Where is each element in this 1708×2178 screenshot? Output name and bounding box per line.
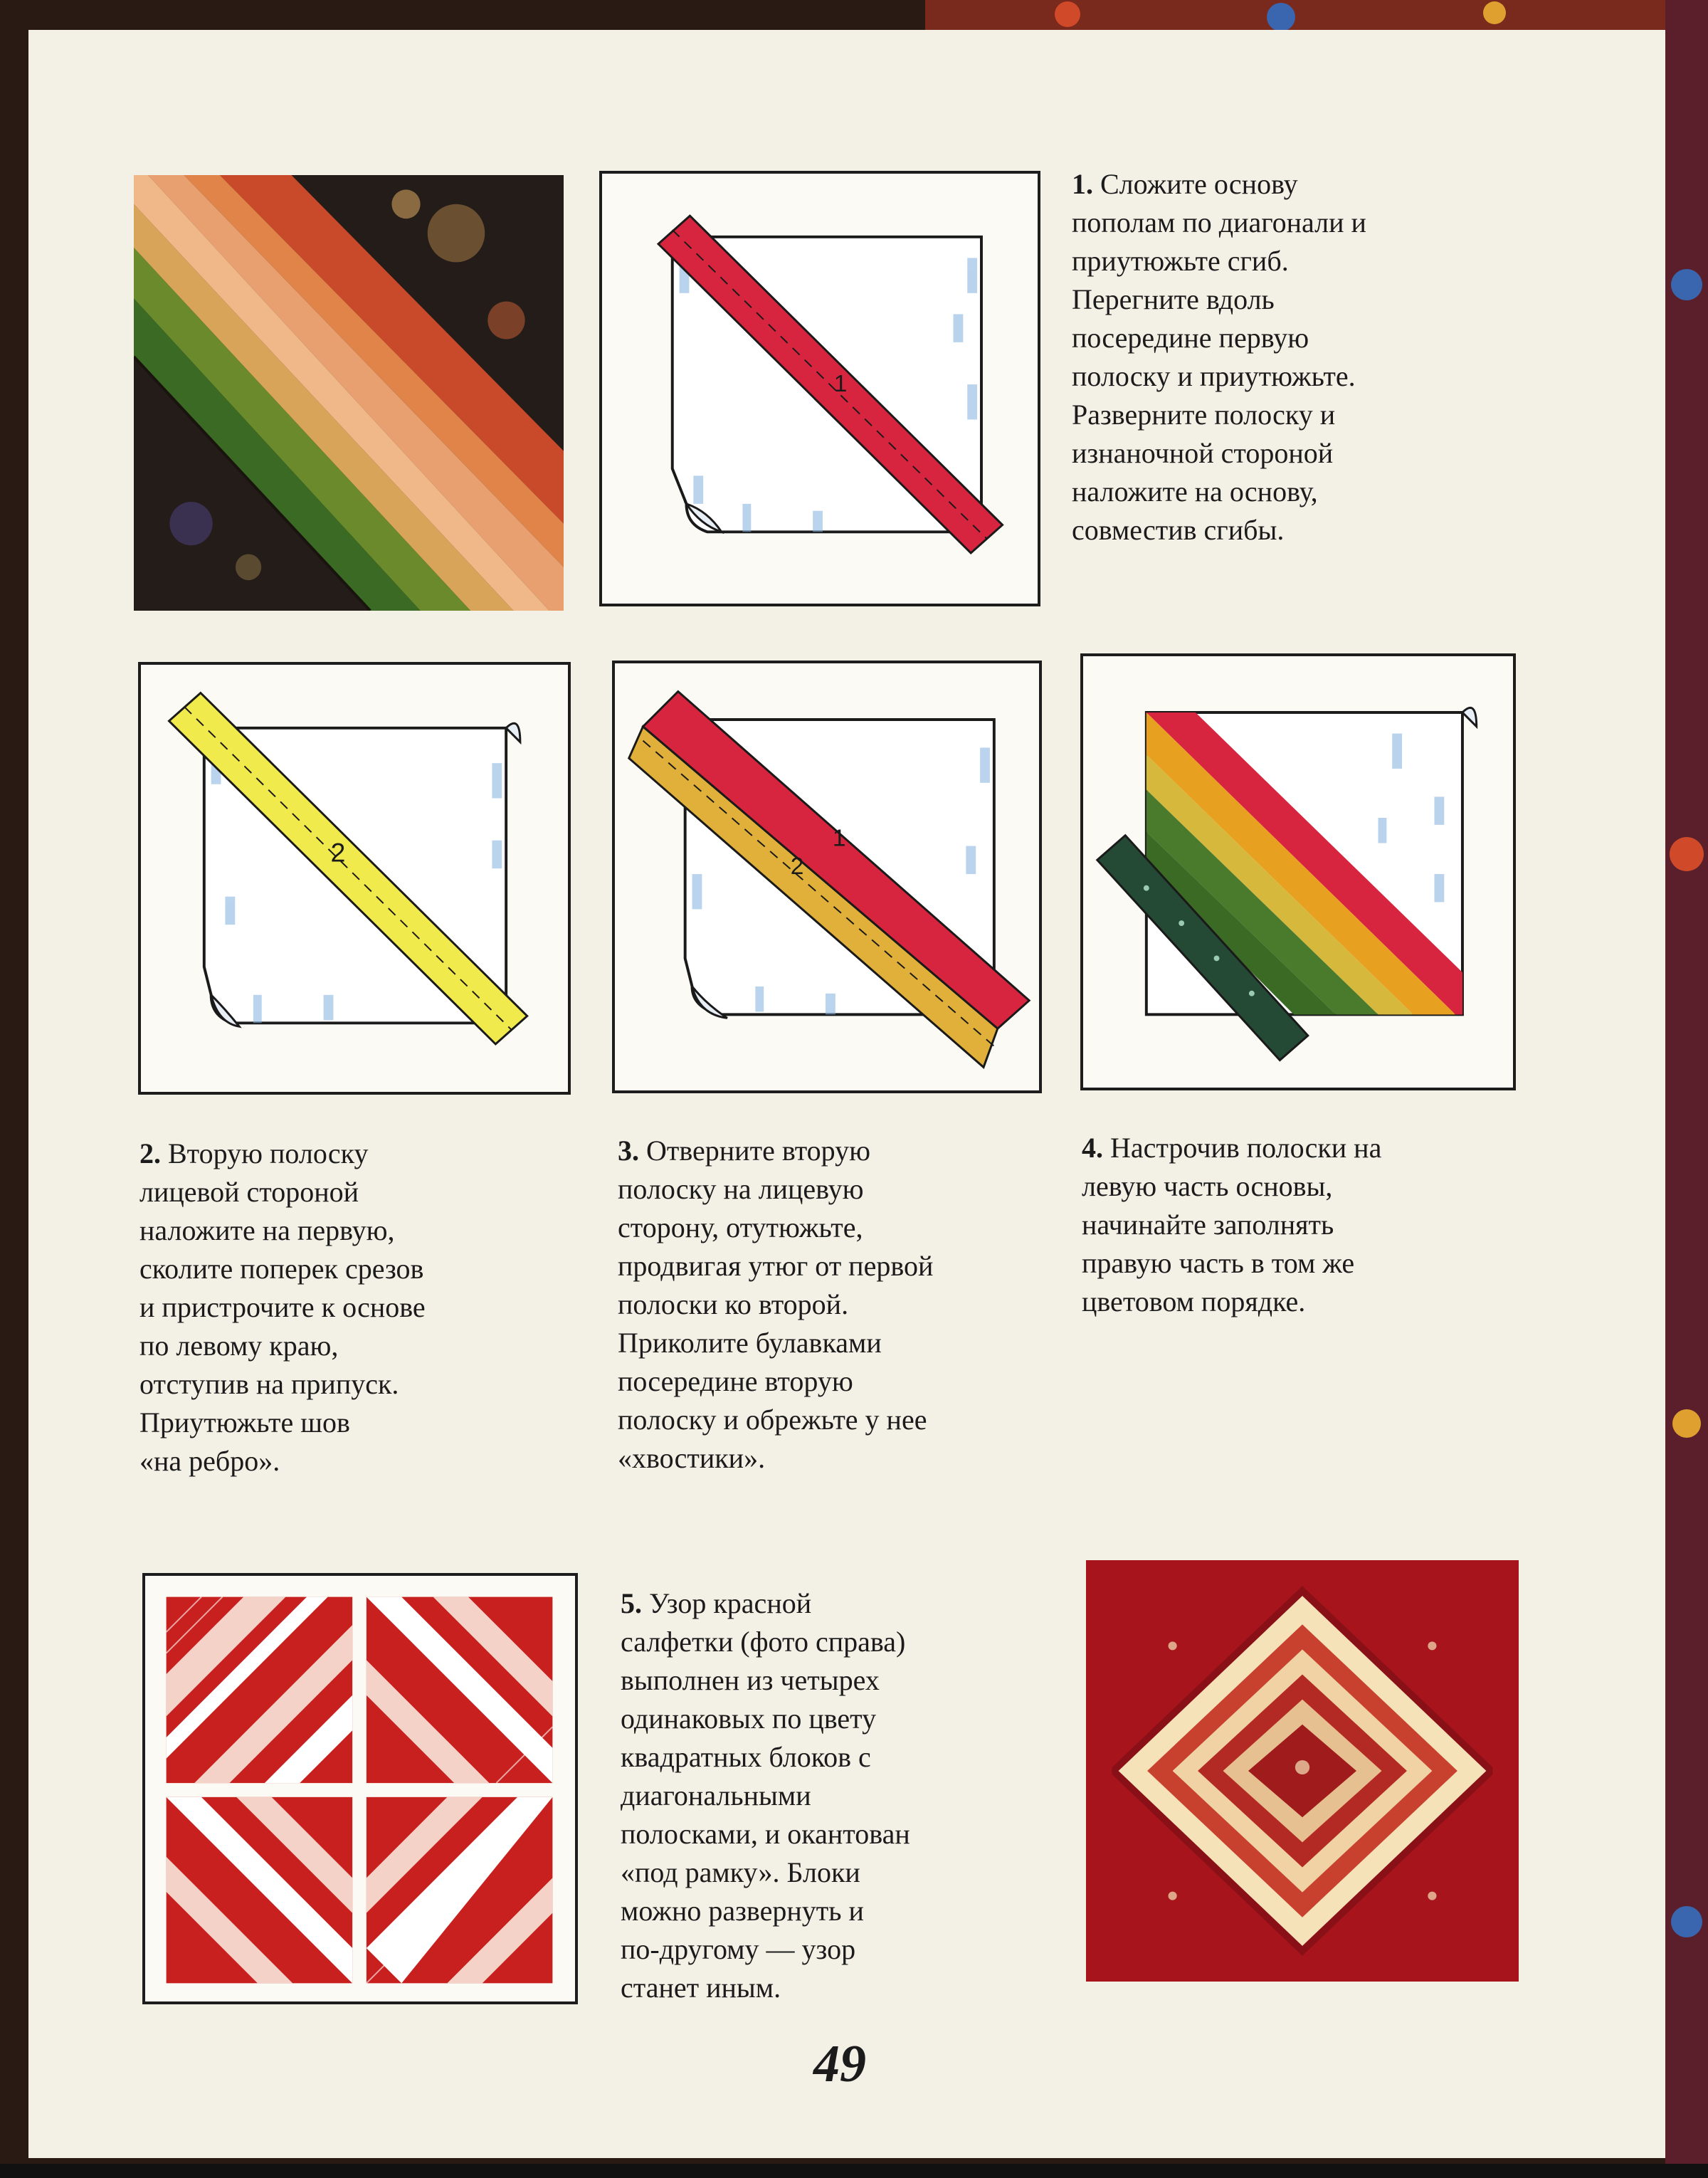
- striped-block-photo: [134, 175, 564, 611]
- page-number: 49: [813, 2035, 866, 2093]
- strip-2-label: 2: [790, 853, 804, 880]
- red-napkin-photo: [1086, 1560, 1519, 1982]
- four-blocks-diagram: [142, 1573, 578, 2004]
- step-number: 4.: [1082, 1132, 1103, 1164]
- step-text: Отверните вторую полоску на лицевую сторону, отутюжьте, продвигая утюг от первой полоски ко второй. Приколите булавками посередине вторую полоску и обрежьте у нее «хвостики».: [618, 1135, 934, 1474]
- step-3-diagram: [612, 661, 1042, 1093]
- step-2-caption: [139, 1135, 602, 1480]
- step-number: 5.: [621, 1587, 642, 1619]
- step-4-caption: [1082, 1129, 1566, 1321]
- step-4-diagram: [1080, 653, 1516, 1090]
- step-3-caption: [618, 1132, 1080, 1478]
- block-bottom-left: [167, 1797, 353, 1984]
- step-text: Вторую полоску лицевой стороной наложите на первую, сколите поперек срезов и пристрочите к основе по левому краю, отступив на припуск. Приутюжьте шов «на ребро».: [139, 1137, 426, 1477]
- step-number: 3.: [618, 1135, 639, 1167]
- step-text: Узор красной салфетки (фото справа) выполнен из четырех одинаковых по цвету квадратных блоков с диагональными полосками, и окантован «под рамку». Блоки можно развернуть и по-другому — узор станет иным.: [621, 1587, 910, 2004]
- step-text: Настрочив полоски на левую часть основы, начинайте заполнять правую часть в том же цветовом порядке.: [1082, 1132, 1382, 1317]
- step-1-caption: [1072, 165, 1641, 549]
- strip-1-label: 1: [832, 825, 846, 852]
- step-number: 2.: [139, 1137, 161, 1169]
- strip-2-label: 2: [330, 837, 346, 868]
- step-1-diagram: [599, 171, 1040, 606]
- step-text: Сложите основу пополам по диагонали и приутюжьте сгиб. Перегните вдоль посередине первую полоску и приутюжьте. Разверните полоску и изнаночной стороной наложите на основу, совместив сгибы.: [1072, 168, 1366, 546]
- strip-1-label: 1: [833, 370, 848, 397]
- step-2-diagram: [138, 662, 571, 1095]
- step-5-caption: [621, 1584, 1019, 2007]
- step-number: 1.: [1072, 168, 1093, 200]
